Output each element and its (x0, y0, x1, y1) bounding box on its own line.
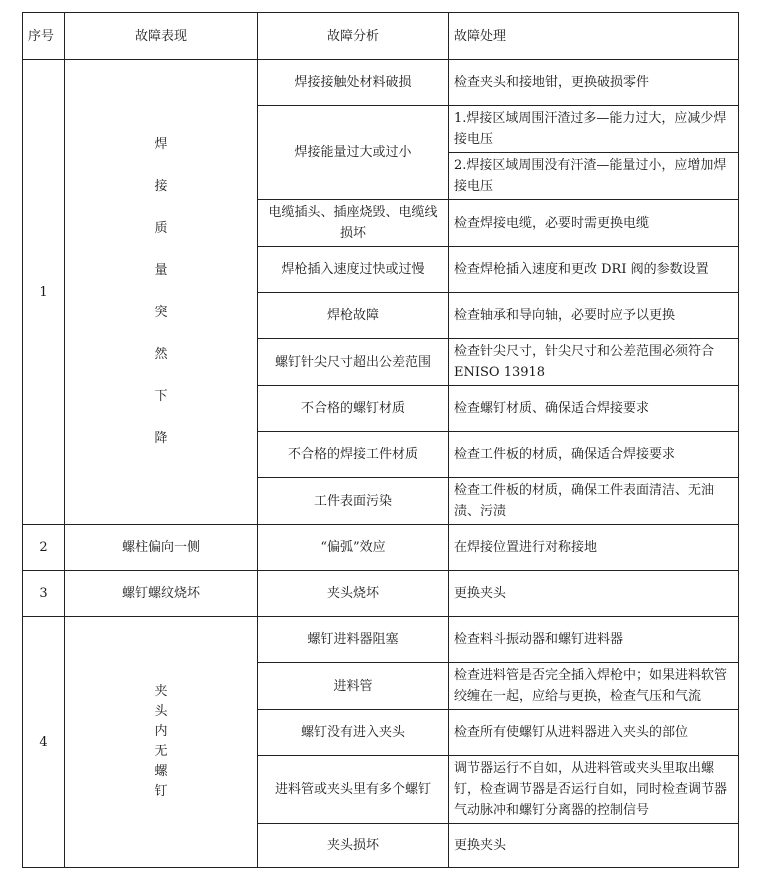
action-cell: 检查所有使螺钉从进料器进入夹头的部位 (449, 710, 739, 756)
action-cell: 在焊接位置进行对称接地 (449, 525, 739, 571)
table-row (23, 617, 739, 663)
symptom-char: 焊 (154, 137, 168, 152)
action-cell: 2.焊接区域周围没有汗渣—能量过小，应增加焊接电压 (449, 153, 739, 200)
action-cell: 检查工件板的材质，确保适合焊接要求 (449, 432, 739, 478)
action-cell: 检查针尖尺寸，针尖尺寸和公差范围必须符合 ENISO 13918 (449, 339, 739, 386)
action-cell: 检查螺钉材质、确保适合焊接要求 (449, 386, 739, 432)
row-number: 1 (23, 60, 65, 525)
action-cell: 调节器运行不自如，从进料管或夹头里取出螺钉，检查调节器是否运行自如，同时检查调节器气动脉冲和螺钉分离器的控制信号 (449, 756, 739, 824)
symptom-cell (65, 60, 258, 525)
analysis-cell: 焊枪故障 (258, 293, 449, 339)
symptom-char: 量 (154, 263, 168, 278)
header-analysis: 故障分析 (258, 13, 449, 60)
analysis-cell: 焊接接触处材料破损 (258, 60, 449, 106)
header-action: 故障处理 (449, 13, 739, 60)
analysis-cell: “偏弧”效应 (258, 525, 449, 571)
header-row (23, 13, 739, 60)
analysis-cell: 夹头烧坏 (258, 571, 449, 617)
action-cell: 检查工件板的材质，确保工件表面清洁、无油渍、污渍 (449, 478, 739, 525)
action-cell: 1.焊接区域周围汗渣过多—能力过大，应减少焊接电压 (449, 106, 739, 153)
action-cell: 检查轴承和导向轴，必要时应予以更换 (449, 293, 739, 339)
symptom-char: 降 (154, 431, 168, 446)
analysis-cell: 螺钉没有进入夹头 (258, 710, 449, 756)
analysis-cell: 不合格的螺钉材质 (258, 386, 449, 432)
analysis-cell: 夹头损坏 (258, 824, 449, 868)
symptom-cell: 螺柱偏向一侧 (65, 525, 258, 571)
row-number: 4 (23, 617, 65, 868)
table-row (23, 571, 739, 617)
symptom-char: 螺 (154, 764, 168, 779)
analysis-cell: 螺钉针尖尺寸超出公差范围 (258, 339, 449, 386)
analysis-cell: 进料管或夹头里有多个螺钉 (258, 756, 449, 824)
troubleshooting-table (22, 12, 739, 868)
analysis-cell: 进料管 (258, 663, 449, 710)
action-cell: 更换夹头 (449, 571, 739, 617)
symptom-char: 无 (154, 744, 168, 759)
table-row (23, 60, 739, 106)
header-symptom: 故障表现 (65, 13, 258, 60)
symptom-cell: 螺钉螺纹烧坏 (65, 571, 258, 617)
symptom-char: 质 (154, 221, 168, 236)
analysis-cell: 电缆插头、插座烧毁、电缆线损坏 (258, 200, 449, 247)
symptom-char: 头 (154, 704, 168, 719)
analysis-cell: 工件表面污染 (258, 478, 449, 525)
action-cell: 检查焊接电缆，必要时需更换电缆 (449, 200, 739, 247)
table-row (23, 525, 739, 571)
symptom-char: 内 (154, 724, 168, 739)
analysis-cell: 焊接能量过大或过小 (258, 106, 449, 200)
symptom-char: 钉 (154, 784, 168, 799)
action-cell: 检查进料管是否完全插入焊枪中；如果进料软管绞缠在一起，应给与更换，检查气压和气流 (449, 663, 739, 710)
row-number: 2 (23, 525, 65, 571)
symptom-char: 夹 (154, 684, 168, 699)
analysis-cell: 焊枪插入速度过快或过慢 (258, 247, 449, 293)
action-cell: 检查夹头和接地钳，更换破损零件 (449, 60, 739, 106)
analysis-cell: 螺钉进料器阻塞 (258, 617, 449, 663)
symptom-char: 下 (154, 389, 168, 404)
symptom-char: 然 (154, 347, 168, 362)
symptom-char: 接 (154, 179, 168, 194)
row-number: 3 (23, 571, 65, 617)
action-cell: 检查料斗振动器和螺钉进料器 (449, 617, 739, 663)
action-cell: 检查焊枪插入速度和更改 DRI 阀的参数设置 (449, 247, 739, 293)
analysis-cell: 不合格的焊接工件材质 (258, 432, 449, 478)
symptom-char: 突 (154, 305, 168, 320)
header-no: 序号 (23, 13, 65, 60)
symptom-cell (65, 617, 258, 868)
action-cell: 更换夹头 (449, 824, 739, 868)
